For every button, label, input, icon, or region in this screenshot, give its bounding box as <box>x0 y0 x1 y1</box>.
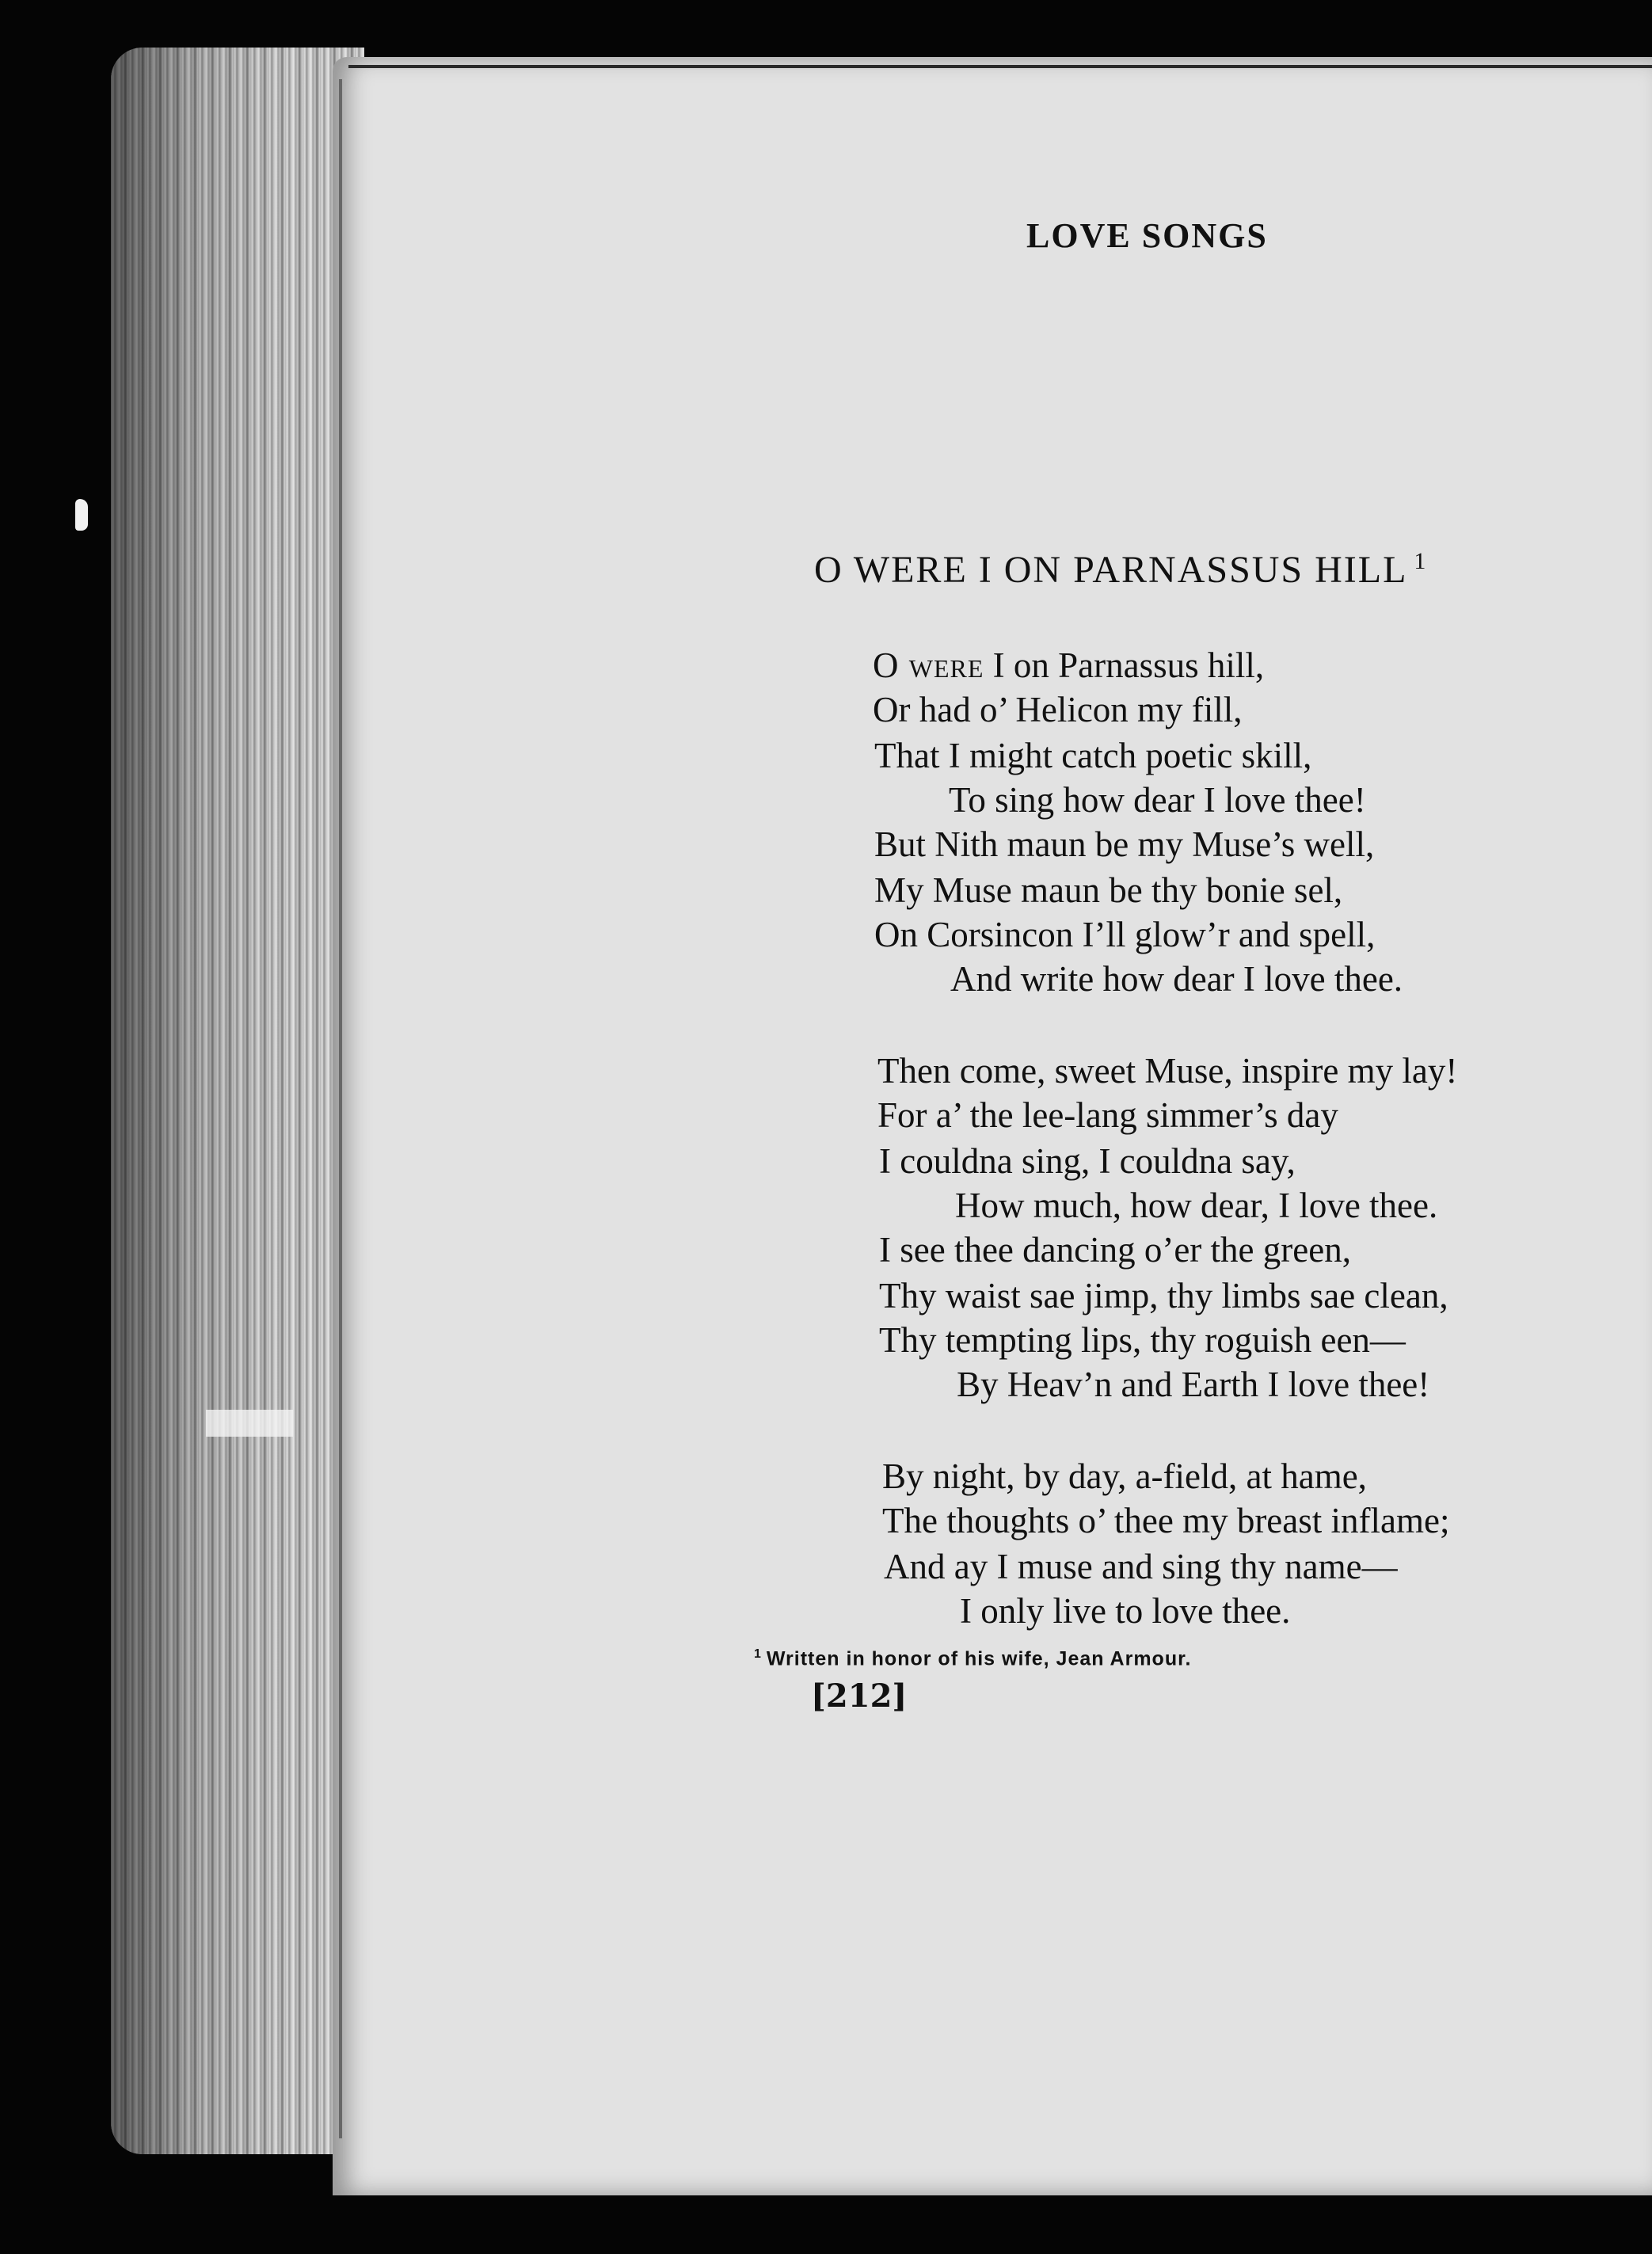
verse-line: By night, by day, a-field, at hame, <box>882 1456 1367 1496</box>
poem-title-text: O WERE I ON PARNASSUS HILL <box>814 549 1408 591</box>
page-gutter-edge <box>339 79 342 2138</box>
verse-text: I on Parnassus hill, <box>984 645 1265 685</box>
footnote-text: Written in honor of his wife, Jean Armour. <box>766 1647 1192 1670</box>
verse-line: That I might catch poetic skill, <box>874 736 1312 775</box>
verse-line: The thoughts o’ thee my breast inflame; <box>882 1501 1450 1540</box>
running-head: LOVE SONGS <box>1026 216 1268 255</box>
verse-line: I couldna sing, I couldna say, <box>879 1141 1296 1181</box>
page-top-edge <box>348 65 1652 68</box>
verse-line: And ay I muse and sing thy name— <box>884 1547 1398 1586</box>
footnote-reference: 1 <box>1414 548 1428 574</box>
verse-line: For a’ the lee-lang simmer’s day <box>877 1095 1338 1135</box>
page-number: [212] <box>811 1677 908 1715</box>
verse-line: Then come, sweet Muse, inspire my lay! <box>877 1051 1458 1091</box>
footnote-mark: 1 <box>754 1647 762 1661</box>
poem-title <box>814 548 1427 592</box>
verse-line: Thy tempting lips, thy roguish een— <box>879 1320 1406 1360</box>
verse-line: My Muse maun be thy bonie sel, <box>874 870 1343 910</box>
verse-line: But Nith maun be my Muse’s well, <box>874 824 1375 864</box>
verse-line: By Heav’n and Earth I love thee! <box>957 1365 1430 1404</box>
footnote <box>754 1647 1191 1670</box>
page-edges-shadow <box>111 48 364 2154</box>
verse-line: How much, how dear, I love thee. <box>955 1186 1438 1225</box>
verse-line: To sing how dear I love thee! <box>949 780 1366 820</box>
verse-line: And write how dear I love thee. <box>950 959 1403 999</box>
verse-line: Or had o’ Helicon my fill, <box>873 690 1243 729</box>
verse-line: I see thee dancing o’er the green, <box>879 1230 1351 1270</box>
verse-line <box>873 645 1265 685</box>
scan-mark <box>75 499 88 531</box>
verse-line: I only live to love thee. <box>960 1591 1291 1631</box>
verse-lead-smallcaps: O were <box>873 645 984 685</box>
page-edge-nick <box>206 1410 293 1437</box>
verse-line: Thy waist sae jimp, thy limbs sae clean, <box>879 1276 1448 1315</box>
verse-line: On Corsincon I’ll glow’r and spell, <box>874 915 1376 954</box>
